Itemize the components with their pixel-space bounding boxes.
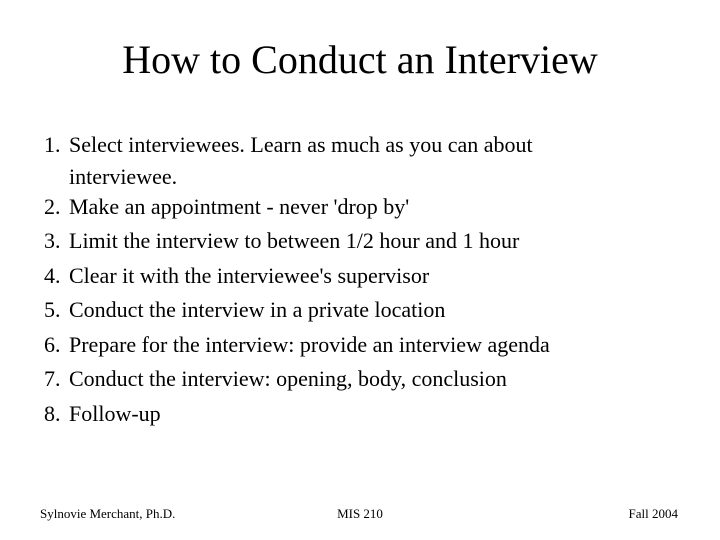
list-item [44, 397, 550, 432]
footer-author: Sylnovie Merchant, Ph.D. [40, 506, 176, 521]
list-item-text: Make an appointment - never 'drop by' [69, 193, 410, 219]
slide-title: How to Conduct an Interview [122, 37, 598, 82]
list-item-number: 3. [44, 228, 61, 253]
list-item-text: Limit the interview to between 1/2 hour and 1 hour [69, 228, 520, 253]
list-item-number: 7. [44, 366, 61, 391]
list-item-number: 1. [44, 132, 61, 157]
footer-term: Fall 2004 [628, 506, 678, 521]
list-item-text: Follow-up [69, 400, 161, 426]
list-item [44, 293, 550, 328]
list-item [44, 328, 550, 363]
list-item-text: Prepare for the interview: provide an interview agenda [69, 331, 550, 357]
list-item-number: 8. [44, 400, 61, 426]
footer-course: MIS 210 [337, 506, 383, 521]
list-item-text: Clear it with the interviewee's supervisor [69, 262, 430, 288]
list-item [44, 259, 550, 294]
list-item [44, 128, 550, 190]
list-item-text: Select interviewees. Learn as much as you can about [69, 132, 533, 157]
list-item-number: 6. [44, 331, 61, 357]
list-item-text: Conduct the interview in a private location [69, 297, 446, 322]
list-item-text-continued: interviewee. [69, 163, 178, 189]
list-item [44, 362, 550, 397]
list-item-number: 2. [44, 193, 61, 219]
numbered-list [44, 128, 550, 431]
list-item-text: Conduct the interview: opening, body, conclusion [69, 366, 507, 391]
list-item [44, 190, 550, 225]
list-item [44, 224, 550, 259]
list-item-number: 4. [44, 262, 61, 288]
list-item-number: 5. [44, 297, 61, 322]
